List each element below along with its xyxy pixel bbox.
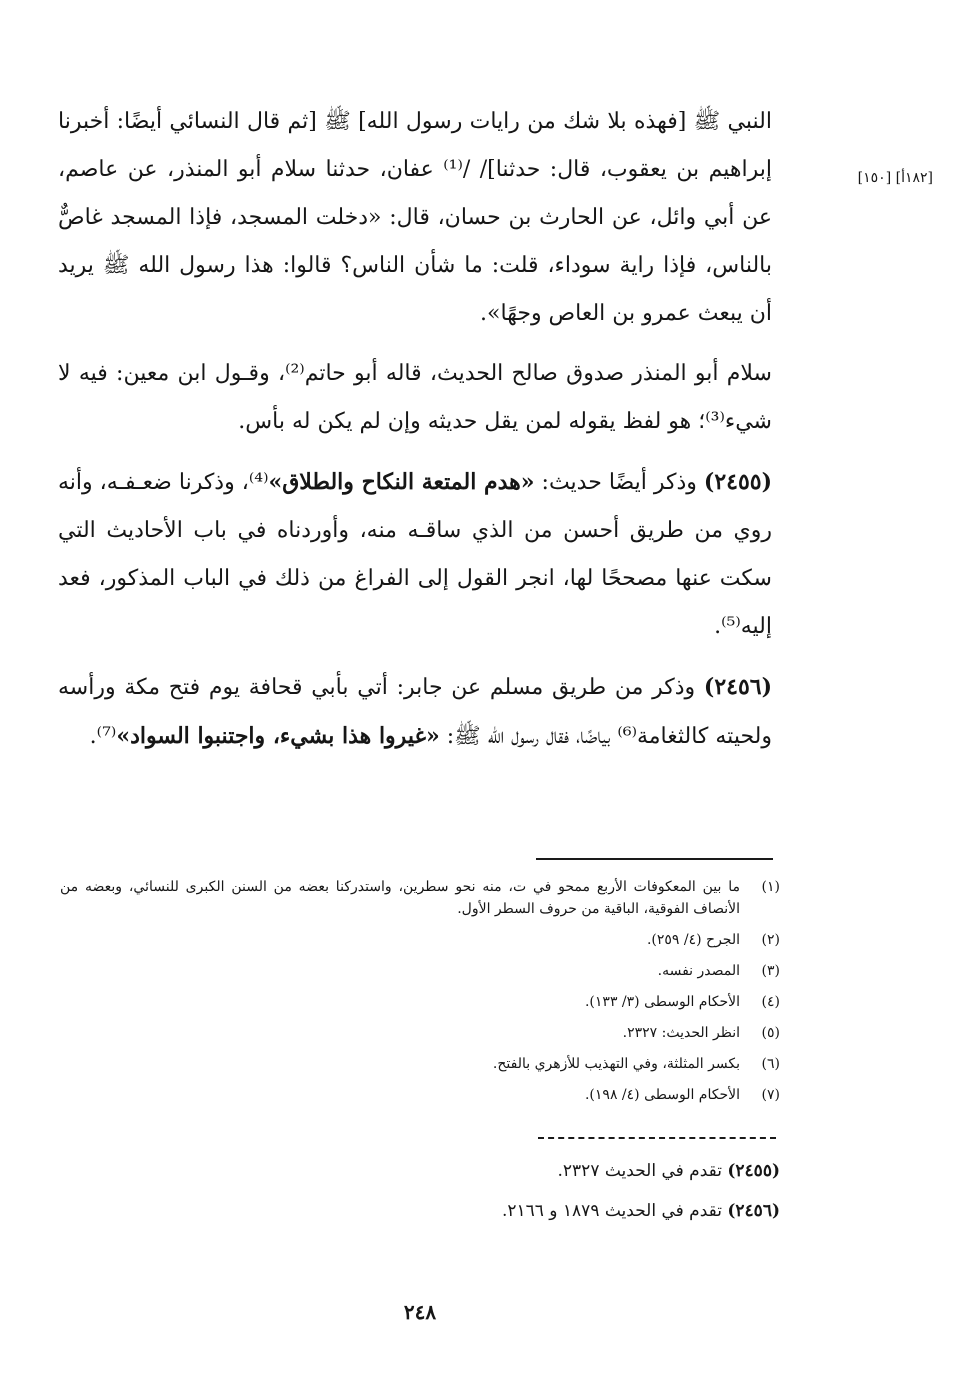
paragraph-narrator-grading: سلام أبو المنذر صدوق صالح الحديث، قاله أبو حاتم⁽²⁾، وقـول ابن معين: فيه لا شيء⁽³⁾؛ هو لفظ يقوله لمن يقل حديثه وإن لم يكن له بأس. — [58, 361, 772, 434]
footnote-separator — [536, 858, 773, 860]
footnote — [60, 876, 780, 920]
footnote — [60, 1053, 780, 1075]
manuscript-folio-reference: [١٨٢أ] [١٥٠] — [857, 170, 933, 186]
cross-reference — [200, 1158, 780, 1184]
footnote-number: (٣) — [761, 963, 780, 979]
cross-reference-number: (٢٤٥٥) — [727, 1161, 780, 1181]
footnote — [60, 960, 780, 982]
footnote — [60, 991, 780, 1013]
footnote-text: انظر الحديث: ٢٣٢٧. — [622, 1025, 740, 1041]
cross-references — [200, 1158, 780, 1238]
cross-reference — [200, 1198, 780, 1224]
footnote-text: ما بين المعكوفات الأربع ممحو في ت، منه نحو سطرين، واستدركنا بعضه من السنن الكبرى للنسائي، وبعضه من الأنصاف الفوقية، الباقية من حروف السطر الأول. — [60, 879, 740, 917]
footnote-number: (٧) — [761, 1087, 780, 1103]
page-number: ٢٤٨ — [403, 1300, 437, 1324]
hadith-quote: «هدم المتعة النكاح والطلاق» — [268, 469, 535, 495]
footnotes — [60, 876, 780, 1115]
main-text — [58, 98, 772, 761]
paragraph-text: ⁽⁷⁾. — [89, 724, 117, 749]
hadith-number: (٢٤٥٥) — [703, 469, 772, 495]
cross-reference-text: تقدم في الحديث ٢٣٢٧. — [557, 1161, 728, 1181]
footnote-number: (٢) — [761, 932, 780, 948]
footnote — [60, 1084, 780, 1106]
footnote-number: (١) — [761, 879, 780, 895]
footnote-text: الأحكام الوسطى (٤/ ١٩٨). — [584, 1087, 740, 1103]
footnote-number: (٥) — [761, 1025, 780, 1041]
footnote — [60, 1022, 780, 1044]
cross-reference-number: (٢٤٥٦) — [727, 1201, 780, 1221]
footnote-number: (٤) — [761, 994, 780, 1010]
paragraph-text: وذكر أيضًا حديث: — [534, 470, 704, 495]
footnote-text: بكسر المثلثة، وفي التهذيب للأزهري بالفتح. — [492, 1056, 740, 1072]
paragraph-hadith-2456 — [58, 663, 772, 761]
paragraph-text: وذكر من طريق مسلم عن جابر: أتي بأبي قحافة يوم فتح مكة ورأسه ولحيته كالثغامة⁽⁶⁾ بياضًا، فقال رسول الله ﷺ: — [58, 675, 772, 749]
paragraph-isnad: النبي ﷺ [فهذه بلا شك من رايات رسول الله] ﷺ [ثم قال النسائي أيضًا: أخبرنا إبراهيم بن يعقوب، قال: حدثنا]/ /⁽¹⁾ عفان، حدثنا سلام أبو المنذر، عن عاصم، عن أبي وائل، عن الحارث بن حسان، قال: «دخلت المسجد، فإذا المسجد غاصٌّ بالناس، فإذا راية سوداء، قلت: ما شأن الناس؟ قالوا: هذا رسول الله ﷺ يريد أن يبعث عمرو بن العاص وجهًا». — [58, 109, 772, 326]
cross-reference-separator — [538, 1137, 776, 1139]
paragraph-hadith-2455 — [58, 458, 772, 651]
footnote-text: الأحكام الوسطى (٣/ ١٣٣). — [584, 994, 740, 1010]
paragraph-text: ⁽⁴⁾، وذكرنا ضعـفـه، وأنه روي من طريق أحسن من الذي ساقـه منه، وأوردناه في باب الأحاديث التي سكت عنها مصححًا لها، انجر القول إلى الفراغ من ذلك في الباب المذكور، فعد إليه⁽⁵⁾. — [58, 470, 772, 639]
hadith-quote: «غيروا هذا بشيء، واجتنبوا السواد» — [116, 723, 440, 749]
hadith-number: (٢٤٥٦) — [703, 674, 772, 700]
footnote-text: المصدر نفسه. — [657, 963, 740, 979]
footnote-number: (٦) — [761, 1056, 780, 1072]
footnote-text: الجرح (٤/ ٢٥٩). — [646, 932, 740, 948]
footnote — [60, 929, 780, 951]
cross-reference-text: تقدم في الحديث ١٨٧٩ و ٢١٦٦. — [501, 1201, 728, 1221]
